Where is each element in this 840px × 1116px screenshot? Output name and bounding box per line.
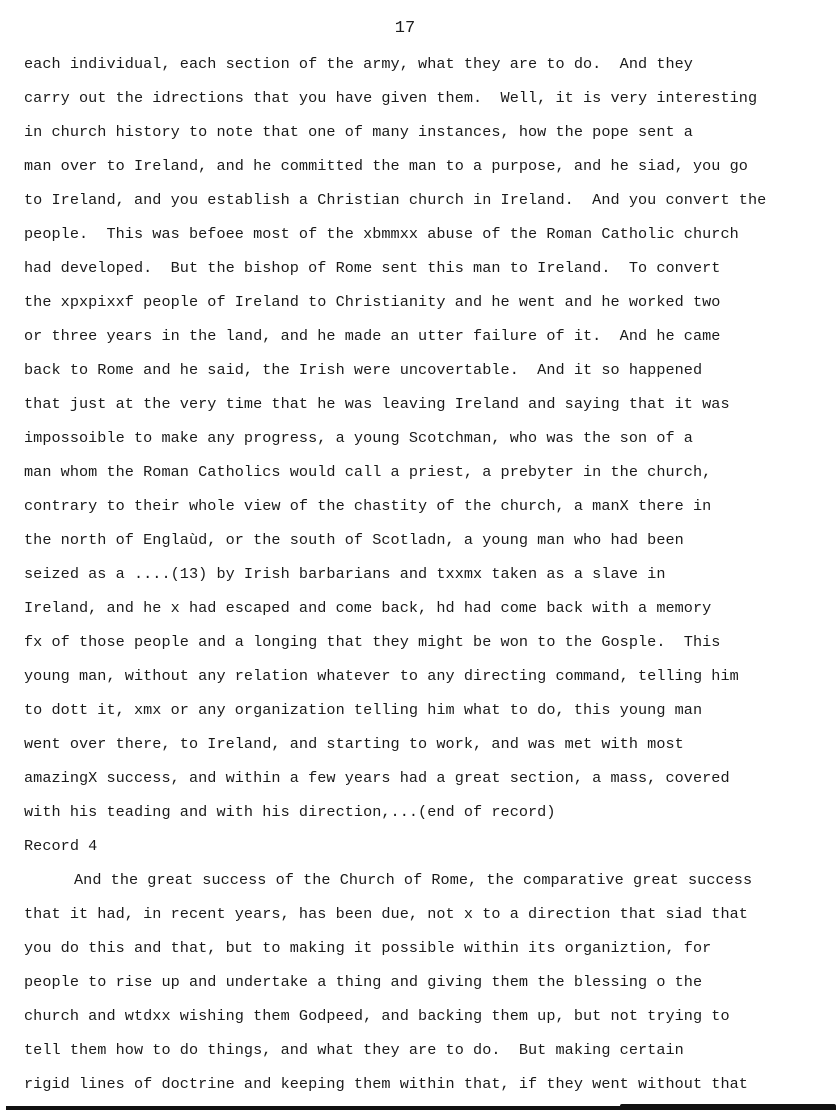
text-line: in church history to note that one of many instances, how the pope sent a xyxy=(24,123,693,141)
text-line: rigid lines of doctrine and keeping them within that, if they went without that xyxy=(24,1075,748,1093)
text-line: each individual, each section of the army, what they are to do. And they xyxy=(24,55,693,73)
page-number: 17 xyxy=(394,19,416,38)
bottom-page-rule-thick xyxy=(620,1104,836,1109)
text-line: to Ireland, and you establish a Christian church in Ireland. And you convert the xyxy=(24,191,767,209)
text-line: Ireland, and he x had escaped and come back, hd had come back with a memory xyxy=(24,599,712,617)
text-line: people to rise up and undertake a thing and giving them the blessing o the xyxy=(24,973,703,991)
text-line: you do this and that, but to making it possible within its organiztion, for xyxy=(24,939,712,957)
text-line: man whom the Roman Catholics would call a priest, a prebyter in the church, xyxy=(24,463,712,481)
text-line: or three years in the land, and he made an utter failure of it. And he came xyxy=(24,327,721,345)
text-line: amazingX success, and within a few years had a great section, a mass, covered xyxy=(24,769,730,787)
text-line: seized as a ....(13) by Irish barbarians and txxmx taken as a slave in xyxy=(24,565,666,583)
text-line: the north of Englaùd, or the south of Scotladn, a young man who had been xyxy=(24,531,684,549)
text-line: back to Rome and he said, the Irish were uncovertable. And it so happened xyxy=(24,361,703,379)
text-line: with his teading and with his direction,...(end of record) xyxy=(24,803,556,821)
text-line: went over there, to Ireland, and starting to work, and was met with most xyxy=(24,735,684,753)
text-line: to dott it, xmx or any organization telling him what to do, this young man xyxy=(24,701,703,719)
text-line: man over to Ireland, and he committed the man to a purpose, and he siad, you go xyxy=(24,157,748,175)
text-line: the xpxpixxf people of Ireland to Christianity and he went and he worked two xyxy=(24,293,721,311)
text-line: young man, without any relation whatever to any directing command, telling him xyxy=(24,667,739,685)
document-body xyxy=(24,52,836,1106)
text-line: church and wtdxx wishing them Godpeed, and backing them up, but not trying to xyxy=(24,1007,730,1025)
text-line: And the great success of the Church of Rome, the comparative great success xyxy=(74,871,753,889)
text-line: fx of those people and a longing that they might be won to the Gosple. This xyxy=(24,633,721,651)
text-line: contrary to their whole view of the chastity of the church, a manX there in xyxy=(24,497,712,515)
record-heading: Record 4 xyxy=(24,837,98,855)
text-line: people. This was befoee most of the xbmmxx abuse of the Roman Catholic church xyxy=(24,225,739,243)
text-line: carry out the idrections that you have given them. Well, it is very interesting xyxy=(24,89,758,107)
text-line: that just at the very time that he was leaving Ireland and saying that it was xyxy=(24,395,730,413)
text-line: impossoible to make any progress, a young Scotchman, who was the son of a xyxy=(24,429,693,447)
text-line: that it had, in recent years, has been due, not x to a direction that siad that xyxy=(24,905,748,923)
text-line: had developed. But the bishop of Rome sent this man to Ireland. To convert xyxy=(24,259,721,277)
text-line: tell them how to do things, and what they are to do. But making certain xyxy=(24,1041,684,1059)
